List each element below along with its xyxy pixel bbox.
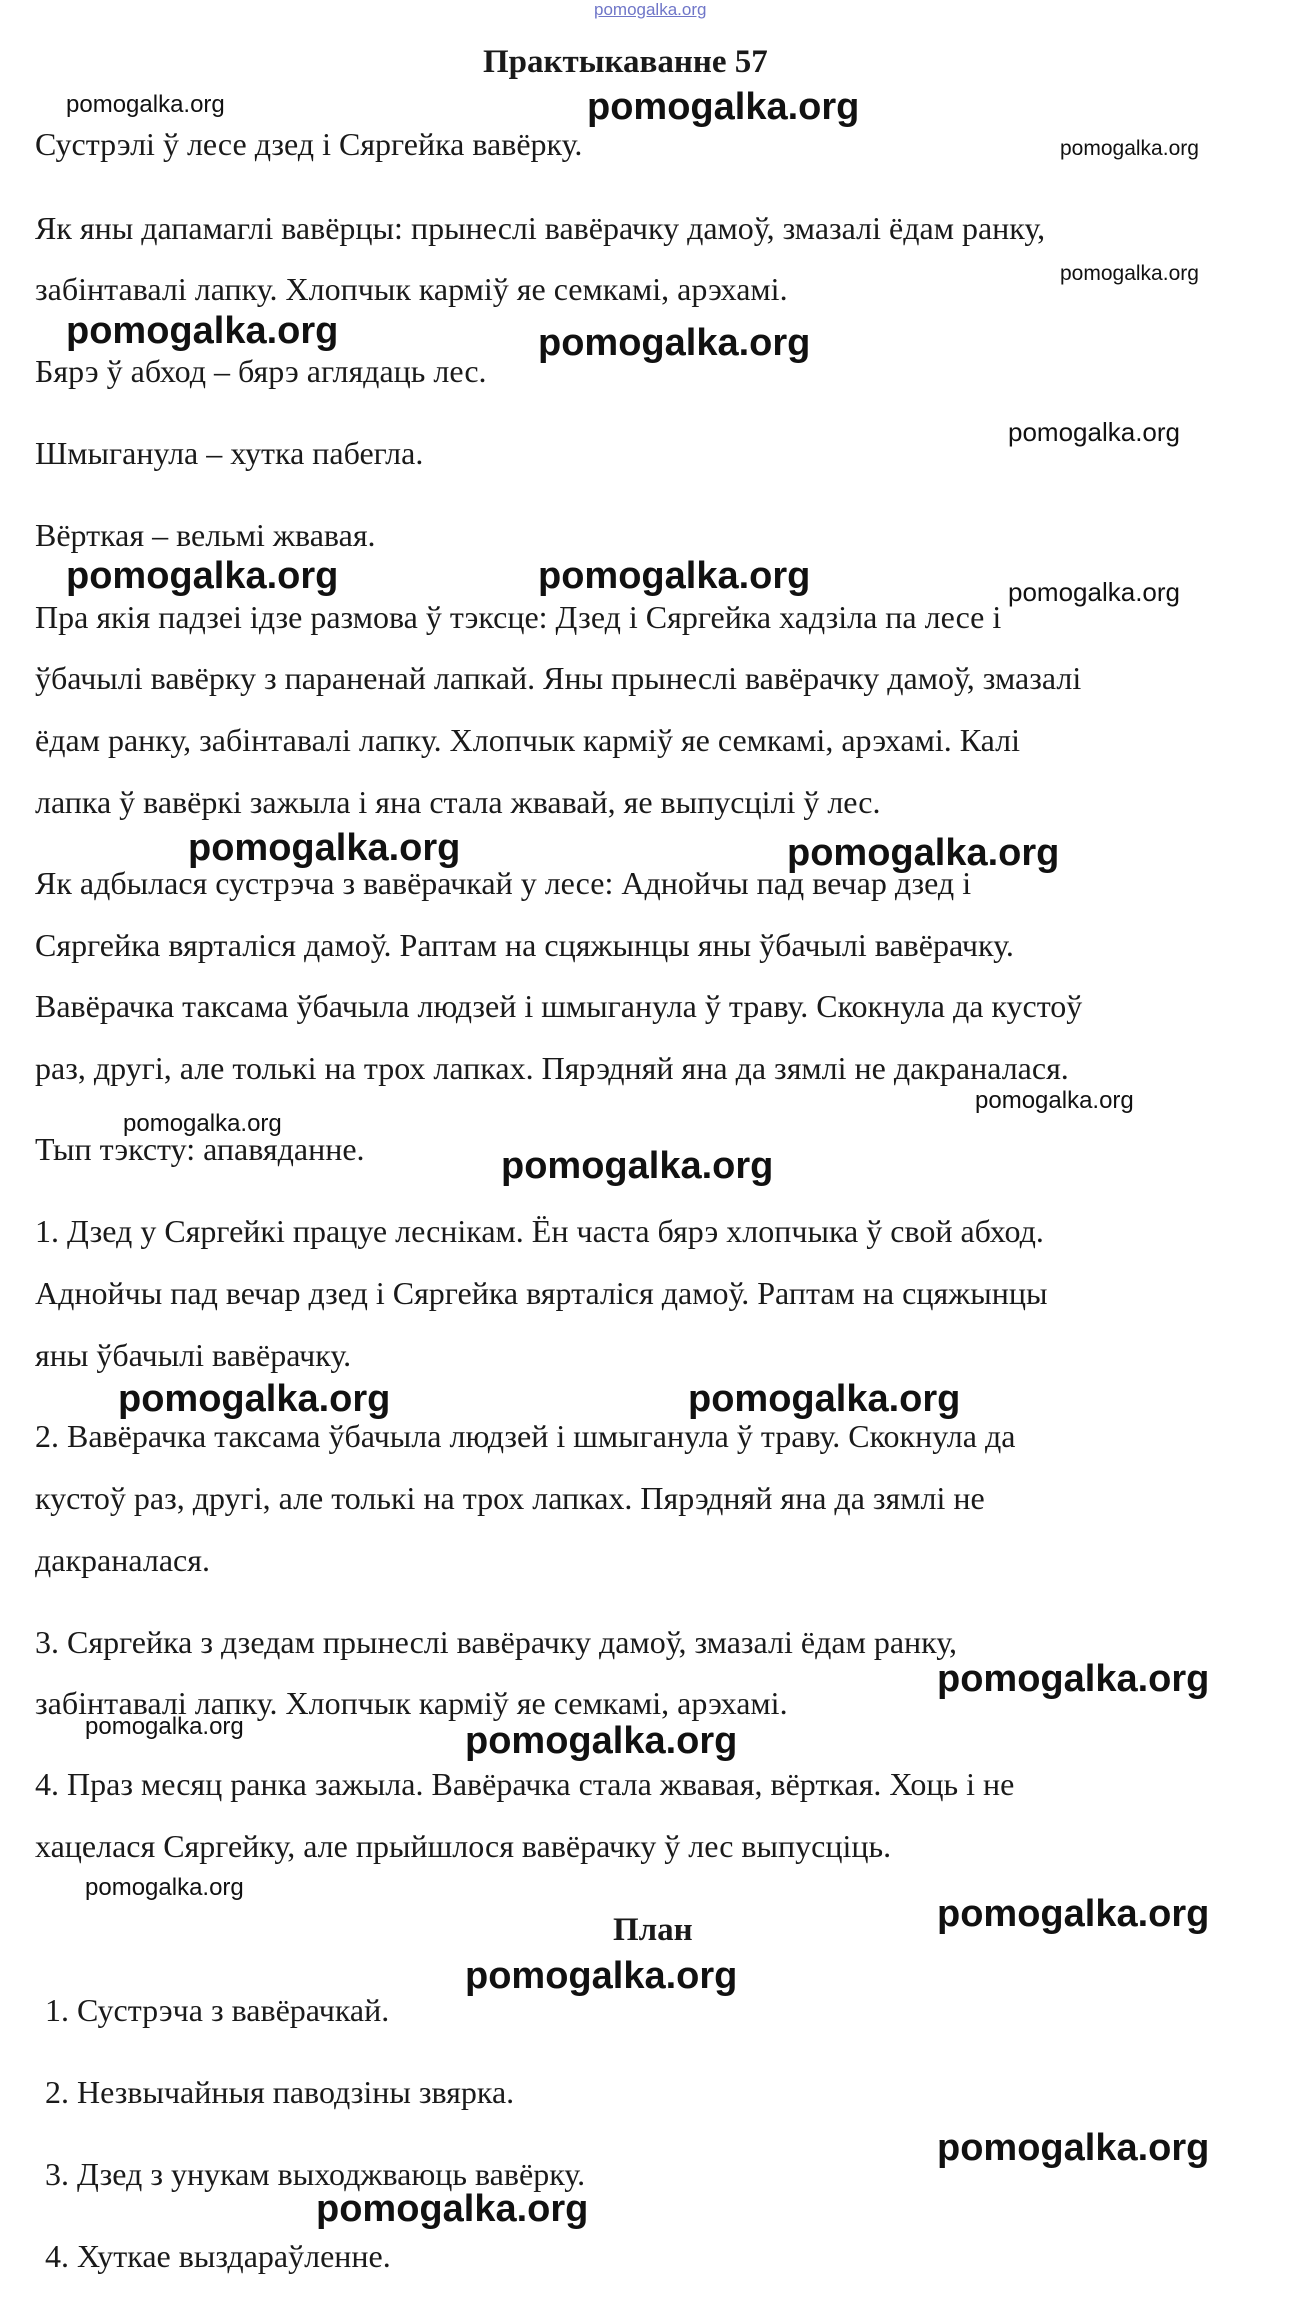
text-line: Сустрэлі ў лесе дзед і Сяргейка вавёрку.	[35, 126, 583, 162]
text-line: 1. Дзед у Сяргейкі працуе леснікам. Ён часта бярэ хлопчыка ў свой абход.	[35, 1213, 1044, 1249]
text-line: ўбачылі вавёрку з параненай лапкай. Яны прынеслі вавёрачку дамоў, змазалі	[35, 660, 1082, 696]
watermark: pomogalka.org	[937, 1893, 1210, 1935]
watermark: pomogalka.org	[316, 2188, 589, 2230]
plan-item: 2. Незвычайныя паводзіны звярка.	[45, 2074, 515, 2110]
page-title: Практыкаванне 57	[483, 44, 768, 80]
site-top-link[interactable]: pomogalka.org	[594, 0, 707, 19]
text-line: забінтавалі лапку. Хлопчык карміў яе семкамі, арэхамі.	[35, 1685, 788, 1721]
watermark: pomogalka.org	[66, 555, 339, 597]
watermark: pomogalka.org	[1060, 262, 1199, 285]
plan-item: 4. Хуткае выздараўленне.	[45, 2238, 391, 2274]
text-line: яны ўбачылі вавёрачку.	[35, 1337, 352, 1373]
watermark: pomogalka.org	[85, 1874, 244, 1901]
text-line: хацелася Сяргейку, але прыйшлося вавёрачку ў лес выпусціць.	[35, 1828, 892, 1864]
watermark: pomogalka.org	[66, 310, 339, 352]
text-line: ёдам ранку, забінтавалі лапку. Хлопчык карміў яе семкамі, арэхамі. Калі	[35, 722, 1020, 758]
watermark: pomogalka.org	[1008, 577, 1180, 607]
watermark: pomogalka.org	[66, 91, 225, 118]
text-line: Аднойчы пад вечар дзед і Сяргейка вярталіся дамоў. Раптам на сцяжынцы	[35, 1275, 1048, 1311]
watermark: pomogalka.org	[937, 2127, 1210, 2169]
watermark: pomogalka.org	[188, 827, 461, 869]
watermark: pomogalka.org	[1060, 137, 1199, 160]
watermark: pomogalka.org	[85, 1713, 244, 1740]
watermark: pomogalka.org	[538, 322, 811, 364]
text-line: раз, другі, але толькі на трох лапках. Пярэдняй яна да зямлі не дакраналася.	[35, 1050, 1069, 1086]
watermark: pomogalka.org	[587, 86, 860, 128]
text-line: Тып тэксту: апавяданне.	[35, 1131, 365, 1167]
watermark: pomogalka.org	[937, 1658, 1210, 1700]
watermark: pomogalka.org	[688, 1378, 961, 1420]
text-line: Вавёрачка таксама ўбачыла людзей і шмыганула ў траву. Скокнула да кустоў	[35, 988, 1083, 1024]
text-line: Бярэ ў абход – бярэ аглядаць лес.	[35, 353, 487, 389]
watermark: pomogalka.org	[465, 1720, 738, 1762]
text-line: забінтавалі лапку. Хлопчык карміў яе семкамі, арэхамі.	[35, 271, 788, 307]
plan-title: План	[613, 1912, 693, 1948]
text-line: 4. Праз месяц ранка зажыла. Вавёрачка стала жвавая, вёрткая. Хоць і не	[35, 1766, 1015, 1802]
text-line: 2. Вавёрачка таксама ўбачыла людзей і шмыганула ў траву. Скокнула да	[35, 1418, 1016, 1454]
text-line: Сяргейка вярталіся дамоў. Раптам на сцяжынцы яны ўбачылі вавёрачку.	[35, 927, 1014, 963]
watermark: pomogalka.org	[118, 1378, 391, 1420]
text-line: Пра якія падзеі ідзе размова ў тэксце: Дзед і Сяргейка хадзіла па лесе і	[35, 599, 1002, 635]
text-line: Як яны дапамаглі вавёрцы: прынеслі вавёрачку дамоў, змазалі ёдам ранку,	[35, 210, 1046, 246]
plan-item: 1. Сустрэча з вавёрачкай.	[45, 1992, 390, 2028]
watermark: pomogalka.org	[123, 1110, 282, 1137]
text-line: Шмыганула – хутка пабегла.	[35, 435, 424, 471]
text-line: лапка ў вавёркі зажыла і яна стала жвавай, яе выпусцілі ў лес.	[35, 784, 881, 820]
watermark: pomogalka.org	[787, 832, 1060, 874]
text-line: Як адбылася сустрэча з вавёрачкай у лесе: Аднойчы пад вечар дзед і	[35, 865, 972, 901]
text-line: дакраналася.	[35, 1542, 210, 1578]
watermark: pomogalka.org	[1008, 417, 1180, 447]
watermark: pomogalka.org	[538, 555, 811, 597]
plan-item: 3. Дзед з унукам выходжваюць вавёрку.	[45, 2156, 586, 2192]
text-line: кустоў раз, другі, але толькі на трох лапках. Пярэдняй яна да зямлі не	[35, 1480, 985, 1516]
watermark: pomogalka.org	[975, 1087, 1134, 1114]
text-line: Вёрткая – вельмі жвавая.	[35, 517, 376, 553]
watermark: pomogalka.org	[465, 1955, 738, 1997]
text-line: 3. Сяргейка з дзедам прынеслі вавёрачку дамоў, змазалі ёдам ранку,	[35, 1624, 958, 1660]
watermark: pomogalka.org	[501, 1145, 774, 1187]
